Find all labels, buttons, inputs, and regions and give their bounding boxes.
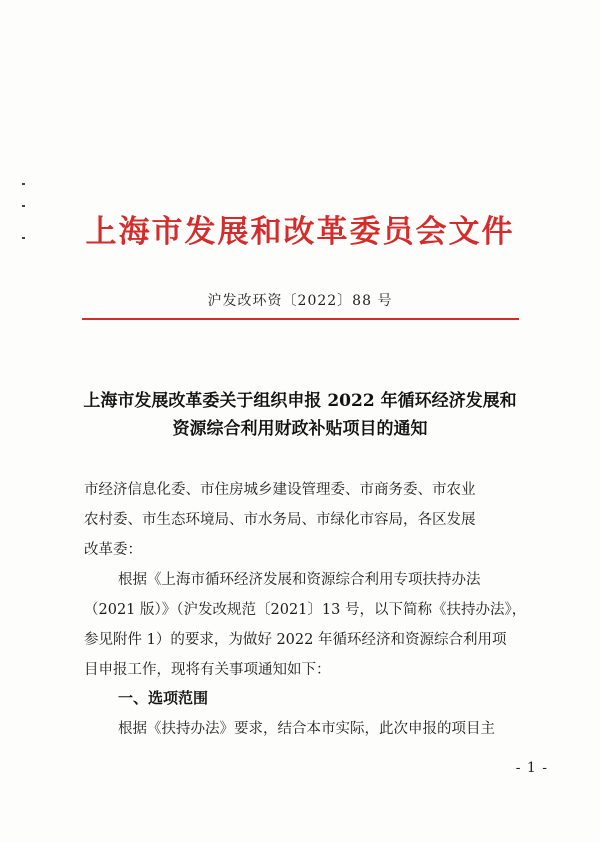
scan-speck <box>22 183 25 185</box>
addressee-line-1: 市经济信息化委、市住房城乡建设管理委、市商务委、市农业 <box>84 482 476 498</box>
page-number: - 1 - <box>515 760 548 776</box>
notice-title-line-1: 上海市发展改革委关于组织申报 2022 年循环经济发展和 <box>83 391 517 411</box>
red-divider-line <box>82 318 519 320</box>
notice-title-line-2: 资源综合利用财政补贴项目的通知 <box>172 419 428 439</box>
section-heading-1: 一、选项范围 <box>118 689 209 707</box>
addressee-line-2: 农村委、市生态环境局、市水务局、市绿化市容局，各区发展 <box>84 512 476 528</box>
paragraph-2-line-1: 根据《扶持办法》要求，结合本市实际，此次申报的项目主 <box>118 721 495 737</box>
document-number: 沪发改环资〔2022〕88 号 <box>207 293 393 309</box>
paragraph-1-line-3: 参见附件 1）的要求，为做好 2022 年循环经济和资源综合利用项 <box>84 632 507 648</box>
paragraph-1-line-1: 根据《上海市循环经济发展和资源综合利用专项扶持办法 <box>118 572 481 588</box>
paragraph-1-line-4: 目申报工作，现将有关事项通知如下： <box>84 662 331 678</box>
masthead-title: 上海市发展和改革委员会文件 <box>85 214 515 250</box>
addressee-line-3: 改革委： <box>84 542 142 558</box>
paragraph-1-line-2: （2021 版）》（沪发改规范〔2021〕13 号，以下简称《扶持办法》， <box>84 602 527 618</box>
